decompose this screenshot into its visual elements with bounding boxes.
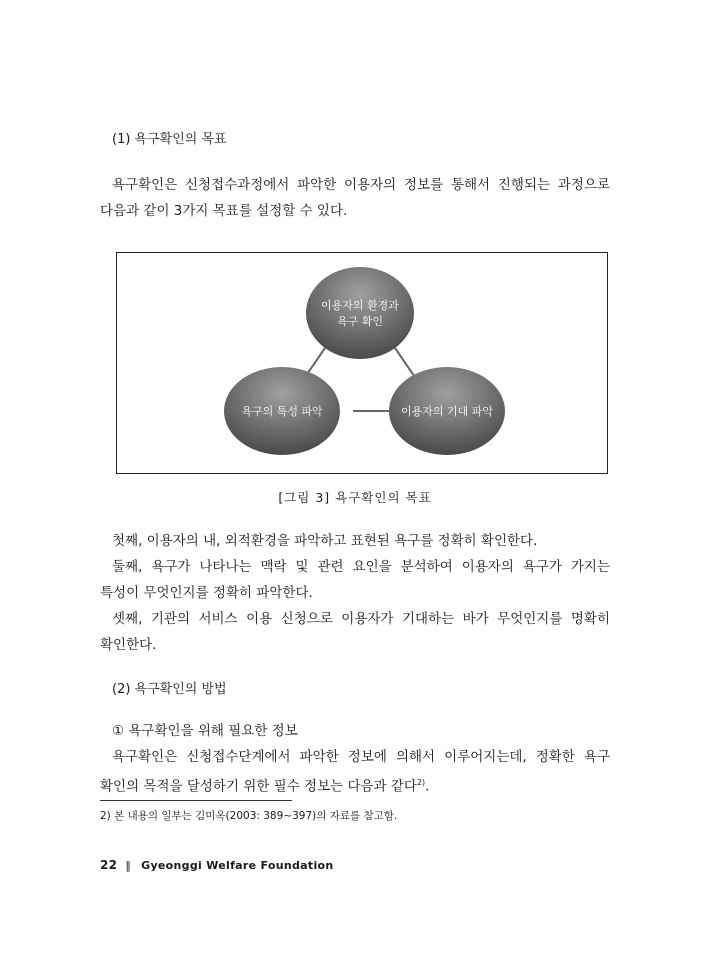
goal-first: 첫째, 이용자의 내, 외적환경을 파악하고 표현된 욕구를 정확히 확인한다. bbox=[112, 533, 538, 549]
methods-paragraph bbox=[100, 718, 610, 800]
node-left-label: 욕구의 특성 파악 bbox=[241, 405, 323, 418]
figure-box bbox=[116, 252, 608, 474]
methods-line-1: 욕구확인은 신청접수단계에서 파악한 정보에 의해서 이루어지는데, 정확한 욕구 bbox=[112, 749, 610, 765]
methods-subheading: ① 욕구확인을 위해 필요한 정보 bbox=[112, 723, 298, 739]
goals-diagram bbox=[117, 253, 607, 473]
node-left bbox=[224, 367, 340, 455]
intro-line-1: 욕구확인은 신청접수과정에서 파악한 이용자의 정보를 통해서 진행되는 과정으로 bbox=[112, 177, 610, 193]
goal-third-line-1: 셋째, 기관의 서비스 이용 신청으로 이용자가 기대하는 바가 무엇인지를 명확히 bbox=[112, 611, 610, 627]
node-top-label-1: 이용자의 환경과 bbox=[321, 299, 399, 312]
node-right-label: 이용자의 기대 파악 bbox=[400, 405, 494, 418]
goal-second-line-1: 둘째, 욕구가 나타나는 맥락 및 관련 요인을 분석하여 이용자의 욕구가 가지는 bbox=[112, 559, 610, 575]
figure-caption: [그림 3] 욕구확인의 목표 bbox=[278, 490, 432, 505]
footnote-divider bbox=[100, 800, 292, 801]
methods-line-2 bbox=[100, 770, 610, 800]
node-top bbox=[306, 267, 414, 359]
page-number: 22 bbox=[100, 858, 118, 872]
footnote: 2) 본 내용의 일부는 김미옥(2003: 389~397)의 자료를 참고함. bbox=[100, 810, 398, 822]
page-footer bbox=[100, 858, 334, 872]
publisher-name: Gyeonggi Welfare Foundation bbox=[141, 859, 334, 872]
intro-line-2: 다음과 같이 3가지 목표를 설정할 수 있다. bbox=[100, 203, 348, 219]
goal-third-line-2: 확인한다. bbox=[100, 637, 157, 653]
section-heading-methods: (2) 욕구확인의 방법 bbox=[112, 682, 227, 697]
footnote-marker: 2) bbox=[416, 778, 426, 787]
section-heading-goals: (1) 욕구확인의 목표 bbox=[112, 132, 227, 147]
goal-second-line-2: 특성이 무엇인지를 정확히 파악한다. bbox=[100, 585, 313, 601]
node-right bbox=[389, 367, 505, 455]
node-top-label-2: 욕구 확인 bbox=[336, 315, 384, 328]
methods-line-2-text: 확인의 목적을 달성하기 위한 필수 정보는 다음과 같다 bbox=[100, 778, 417, 795]
goals-list bbox=[100, 528, 610, 658]
intro-paragraph bbox=[100, 172, 610, 224]
methods-line-2-period: . bbox=[425, 778, 430, 795]
footer-separator: ‖ bbox=[125, 859, 132, 872]
